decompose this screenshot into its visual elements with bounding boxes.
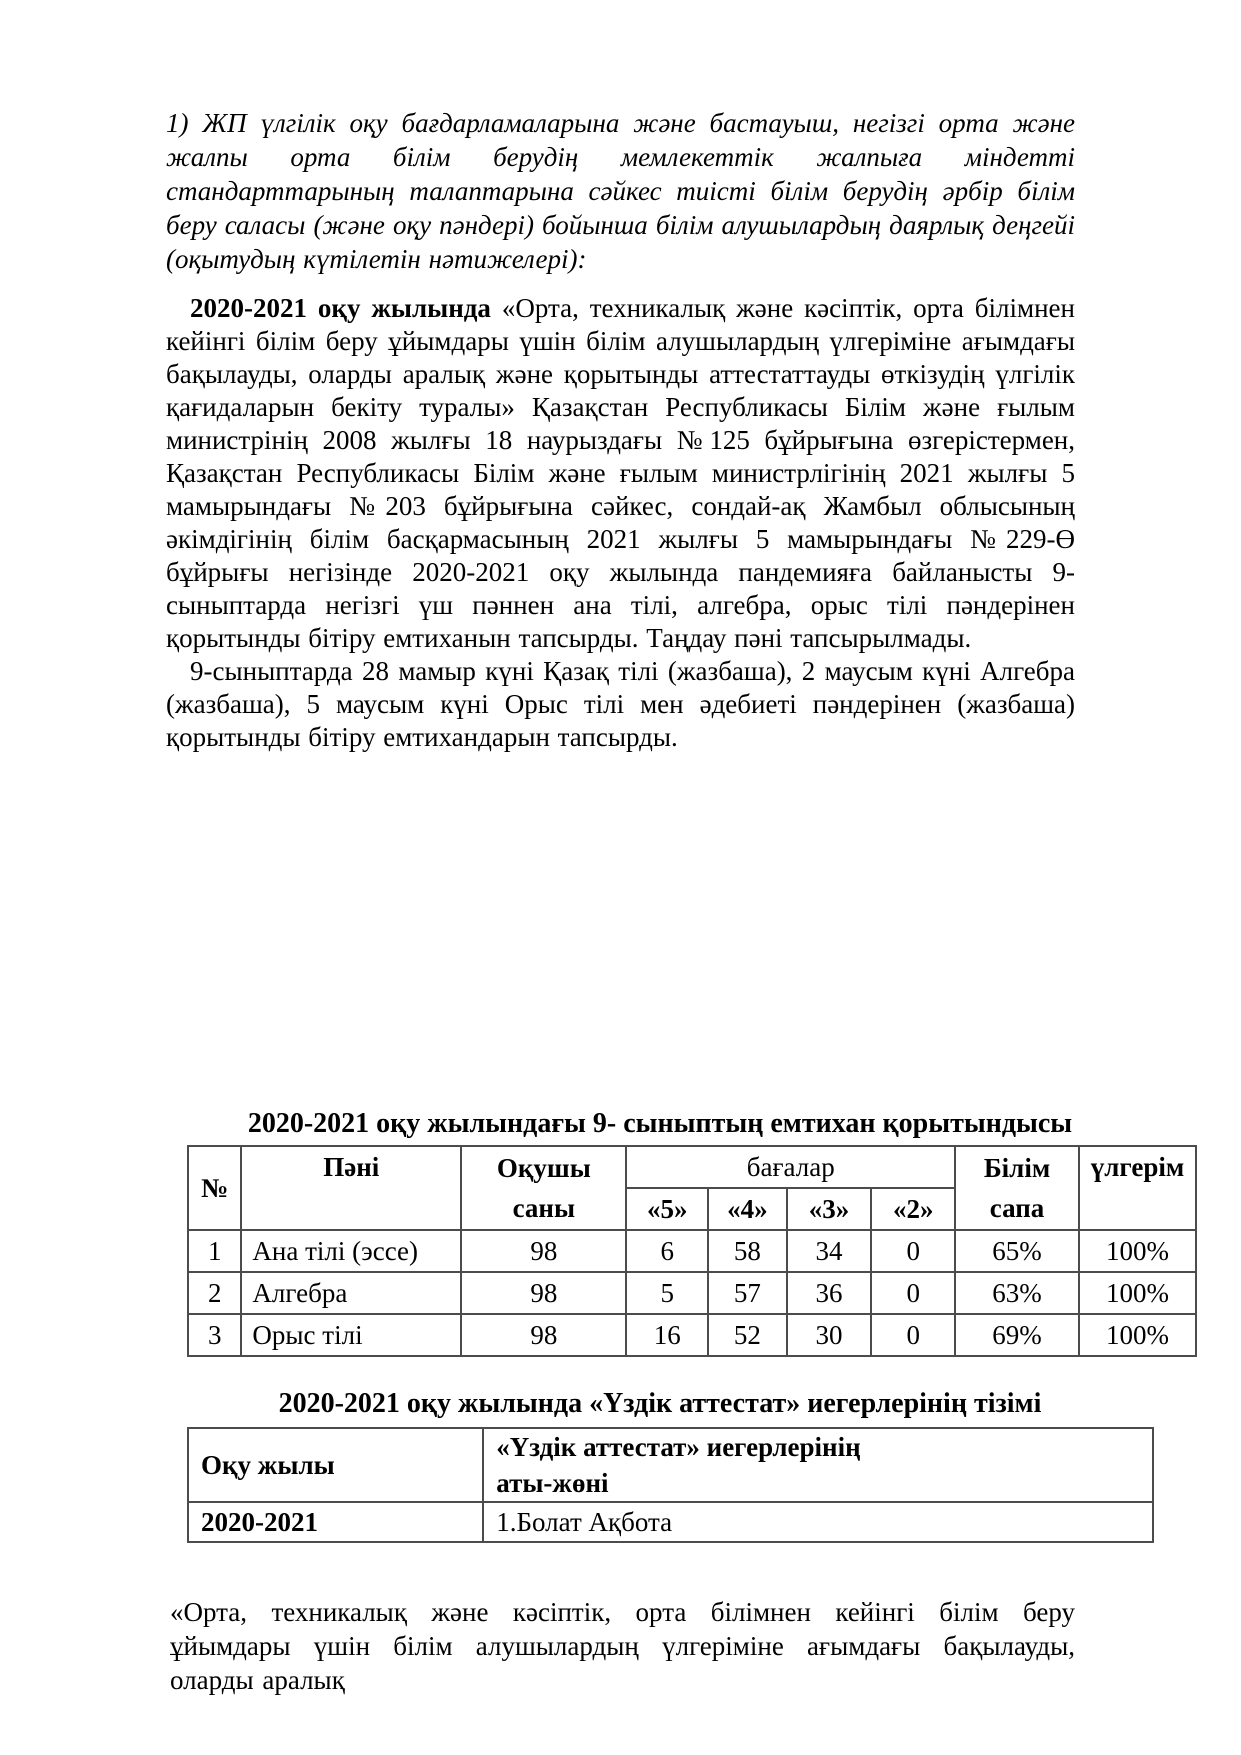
exam-table-row xyxy=(188,1272,1196,1314)
paragraph-bold-lead: 2020-2021 оқу жылында xyxy=(190,293,491,323)
attestat-cell-year: 2020-2021 xyxy=(188,1502,483,1542)
attestat-cell-holder-name: 1.Болат Ақбота xyxy=(483,1502,1153,1542)
body-paragraph-order xyxy=(166,292,1075,655)
exam-cell-grade-4: 57 xyxy=(708,1272,787,1314)
col-header-grades-group: бағалар xyxy=(626,1146,955,1188)
exam-cell-number: 2 xyxy=(188,1272,241,1314)
col-header-students: Оқушы саны xyxy=(461,1146,626,1230)
exam-results-table xyxy=(187,1145,1197,1357)
exam-table-title: 2020-2021 оқу жылындағы 9- сыныптың емтихан қорытындысы xyxy=(247,1108,1073,1140)
exam-cell-grade-4: 58 xyxy=(708,1230,787,1272)
exam-cell-students: 98 xyxy=(461,1314,626,1356)
attestat-holders-table xyxy=(187,1427,1154,1543)
exam-cell-grade-3: 34 xyxy=(787,1230,872,1272)
holder-header-line-1: «Үздік аттестат» иегерлерінің xyxy=(496,1432,861,1463)
exam-cell-grade-2: 0 xyxy=(871,1272,955,1314)
exam-cell-grade-5: 6 xyxy=(626,1230,708,1272)
exam-cell-grade-3: 36 xyxy=(787,1272,872,1314)
blank-space xyxy=(0,754,1241,1084)
col-header-number: № xyxy=(188,1146,241,1230)
col-header-grade-3: «3» xyxy=(787,1188,872,1230)
exam-cell-number: 3 xyxy=(188,1314,241,1356)
col-header-grade-2: «2» xyxy=(871,1188,955,1230)
attestat-header-row xyxy=(188,1428,1153,1502)
exam-header-row-1 xyxy=(188,1146,1196,1188)
exam-cell-grade-4: 52 xyxy=(708,1314,787,1356)
exam-cell-number: 1 xyxy=(188,1230,241,1272)
exam-cell-progress: 100% xyxy=(1079,1230,1196,1272)
col-header-school-year: Оқу жылы xyxy=(188,1428,483,1502)
closing-paragraph: «Орта, техникалық және кәсіптік, орта білімнен кейінгі білім беру ұйымдары үшін білім алушылардың үлгеріміне ағымдағы бақылауды, оларды аралық xyxy=(170,1597,1075,1696)
exam-cell-students: 98 xyxy=(461,1230,626,1272)
intro-paragraph-italic: 1) ЖП үлгілік оқу бағдарламаларына және бастауыш, негізгі орта және жалпы орта білім берудің мемлекеттік жалпыға міндетті стандарттарының талаптарына сәйкес тиісті білім берудің әрбір білім беру саласы (және оқу пәндері) бойынша білім алушылардың даярлық деңгейі (оқытудың күтілетін нәтижелері): xyxy=(166,108,1075,274)
exam-table-row xyxy=(188,1230,1196,1272)
exam-cell-grade-2: 0 xyxy=(871,1314,955,1356)
exam-cell-quality: 63% xyxy=(955,1272,1079,1314)
exam-cell-quality: 69% xyxy=(955,1314,1079,1356)
col-header-grade-5: «5» xyxy=(626,1188,708,1230)
col-header-progress: үлгерім xyxy=(1079,1146,1196,1230)
exam-cell-subject: Алгебра xyxy=(241,1272,461,1314)
exam-cell-grade-3: 30 xyxy=(787,1314,872,1356)
exam-table-row xyxy=(188,1314,1196,1356)
exam-cell-subject: Орыс тілі xyxy=(241,1314,461,1356)
exam-cell-subject: Ана тілі (эссе) xyxy=(241,1230,461,1272)
exam-cell-progress: 100% xyxy=(1079,1272,1196,1314)
exam-cell-grade-5: 16 xyxy=(626,1314,708,1356)
exam-cell-grade-2: 0 xyxy=(871,1230,955,1272)
exam-cell-grade-5: 5 xyxy=(626,1272,708,1314)
exam-cell-students: 98 xyxy=(461,1272,626,1314)
col-header-grade-4: «4» xyxy=(708,1188,787,1230)
col-header-subject: Пәні xyxy=(241,1146,461,1230)
exam-cell-quality: 65% xyxy=(955,1230,1079,1272)
exam-cell-progress: 100% xyxy=(1079,1314,1196,1356)
paragraph-order-text: «Орта, техникалық және кәсіптік, орта білімнен кейінгі білім беру ұйымдары үшін білім алушылардың үлгеріміне ағымдағы бақылауды, оларды аралық және қорытынды аттестаттауды өткізудің үлгілік қағидаларын бекіту туралы» Қазақстан Республикасы Білім және ғылым министрінің 2008 жылғы 18 наурыздағы №125 бұйрығына өзгерістермен, Қазақстан Республикасы Білім және ғылым министрлігінің 2021 жылғы 5 мамырындағы №203 бұйрығына сәйкес, сондай-ақ Жамбыл облысының әкімдігінің білім басқармасының 2021 жылғы 5 мамырындағы №229-Ө бұйрығы негізінде 2020-2021 оқу жылында пандемияға байланысты 9- сыныптарда негізгі үш пәннен ана тілі, алгебра, орыс тілі пәндерінен қорытынды бітіру емтиханын тапсырды. Таңдау пәні тапсырылмады. xyxy=(166,293,1075,653)
col-header-holder-name xyxy=(483,1428,1153,1502)
holder-header-line-2: аты-жөні xyxy=(496,1468,609,1499)
attestat-table-row xyxy=(188,1502,1153,1542)
body-paragraph-exam-dates: 9-сыныптарда 28 мамыр күні Қазақ тілі (жазбаша), 2 маусым күні Алгебра (жазбаша), 5 маусым күні Орыс тілі мен әдебиеті пәндерінен (жазбаша) қорытынды бітіру емтихандарын тапсырды. xyxy=(166,656,1075,752)
attestat-table-title: 2020-2021 оқу жылында «Үздік аттестат» иегерлерінің тізімі xyxy=(278,1388,1042,1420)
col-header-quality: Білім сапа xyxy=(955,1146,1079,1230)
